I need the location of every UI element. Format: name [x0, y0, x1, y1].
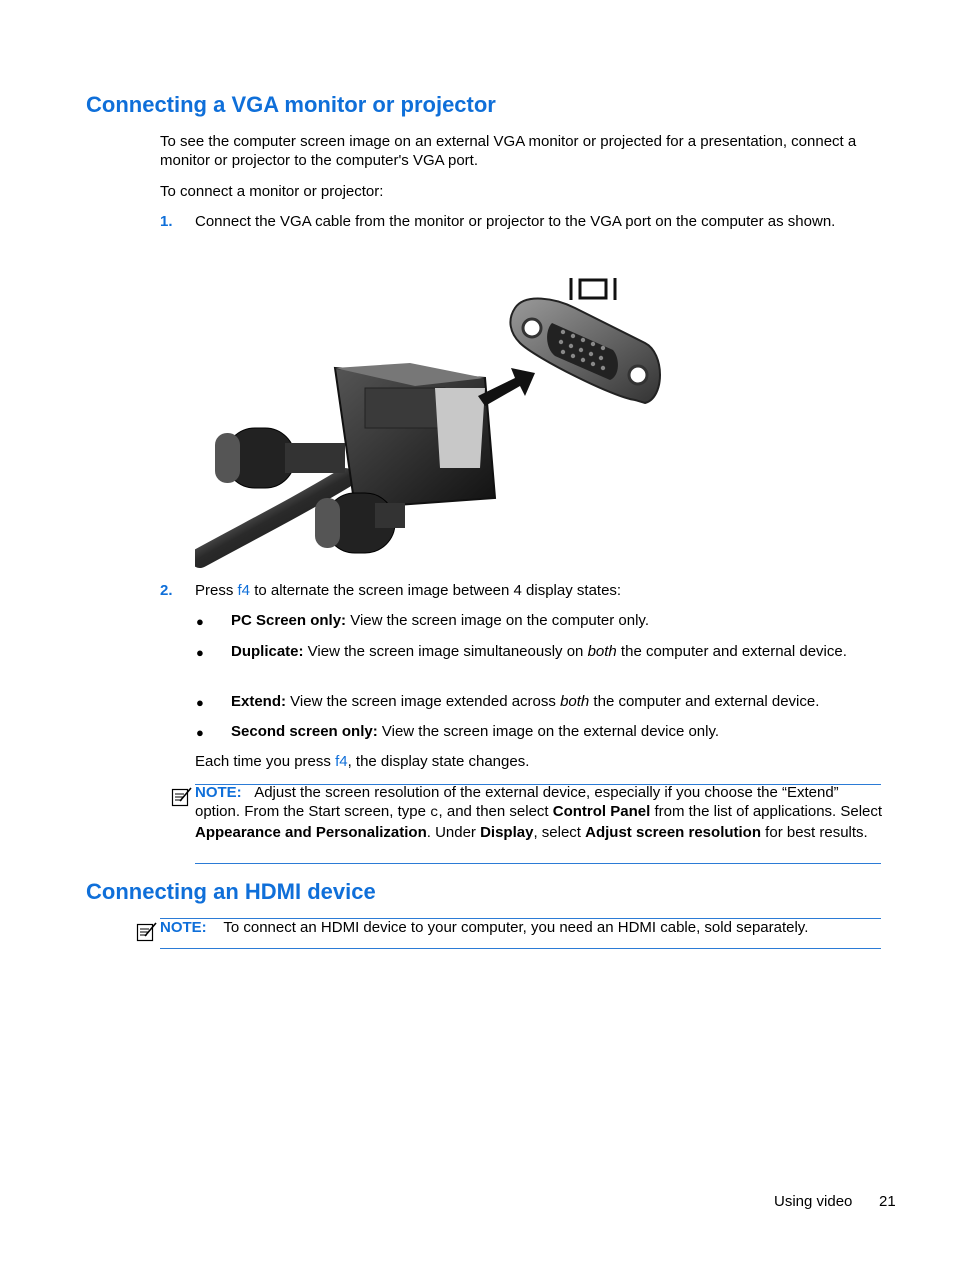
section-heading-vga: Connecting a VGA monitor or projector	[86, 92, 496, 117]
note-icon	[171, 786, 193, 808]
bullet-icon: ●	[196, 725, 204, 740]
note-bottom-rule	[195, 863, 881, 864]
section-heading-hdmi: Connecting an HDMI device	[86, 879, 376, 904]
key-f4: f4	[237, 582, 251, 599]
bullet-pc-screen: PC Screen only: View the screen image on the computer only.	[231, 612, 649, 629]
intro-paragraph: To see the computer screen image on an external VGA monitor or projected for a presentation, connect a monitor or projector to the computer's VGA port.	[160, 133, 857, 169]
step-number-1: 1.	[160, 213, 173, 230]
footer-page-number: 21	[879, 1193, 896, 1210]
bullet-icon: ●	[196, 645, 204, 660]
note-bottom-rule	[160, 948, 881, 949]
display-port-symbol-icon	[571, 278, 615, 300]
bullet-icon: ●	[196, 695, 204, 710]
note-label: NOTE:	[160, 919, 207, 936]
note-label: NOTE:	[195, 784, 242, 801]
vga-connection-illustration	[195, 268, 675, 568]
bullet-extend: Extend: View the screen image extended across both the computer and external device.	[231, 693, 820, 710]
footer-chapter: Using video	[774, 1193, 853, 1210]
each-time-paragraph: Each time you press f4, the display state changes.	[195, 753, 530, 770]
step-number-2: 2.	[160, 582, 173, 599]
vga-port-icon	[510, 299, 660, 403]
note-hdmi-text: NOTE: To connect an HDMI device to your computer, you need an HDMI cable, sold separately.	[160, 919, 809, 936]
bullet-second-screen: Second screen only: View the screen image on the external device only.	[231, 723, 720, 740]
bullet-icon: ●	[196, 614, 204, 629]
lead-paragraph: To connect a monitor or projector:	[160, 183, 384, 200]
note-icon	[136, 921, 158, 943]
step-text-2: Press f4 to alternate the screen image between 4 display states:	[195, 582, 622, 599]
step-text-1: Connect the VGA cable from the monitor or projector to the VGA port on the computer as shown.	[195, 213, 836, 230]
note-vga-text: NOTE: Adjust the screen resolution of the external device, especially if you choose the “Extend” option. From the Start screen, type c, and then select Control Panel from the list of applications. Select Appearance and Personalization. Under Display, select Adjust screen resolution for best results.	[195, 784, 883, 841]
key-f4: f4	[335, 753, 348, 770]
bullet-duplicate: Duplicate: View the screen image simultaneously on both the computer and external device.	[231, 643, 847, 660]
